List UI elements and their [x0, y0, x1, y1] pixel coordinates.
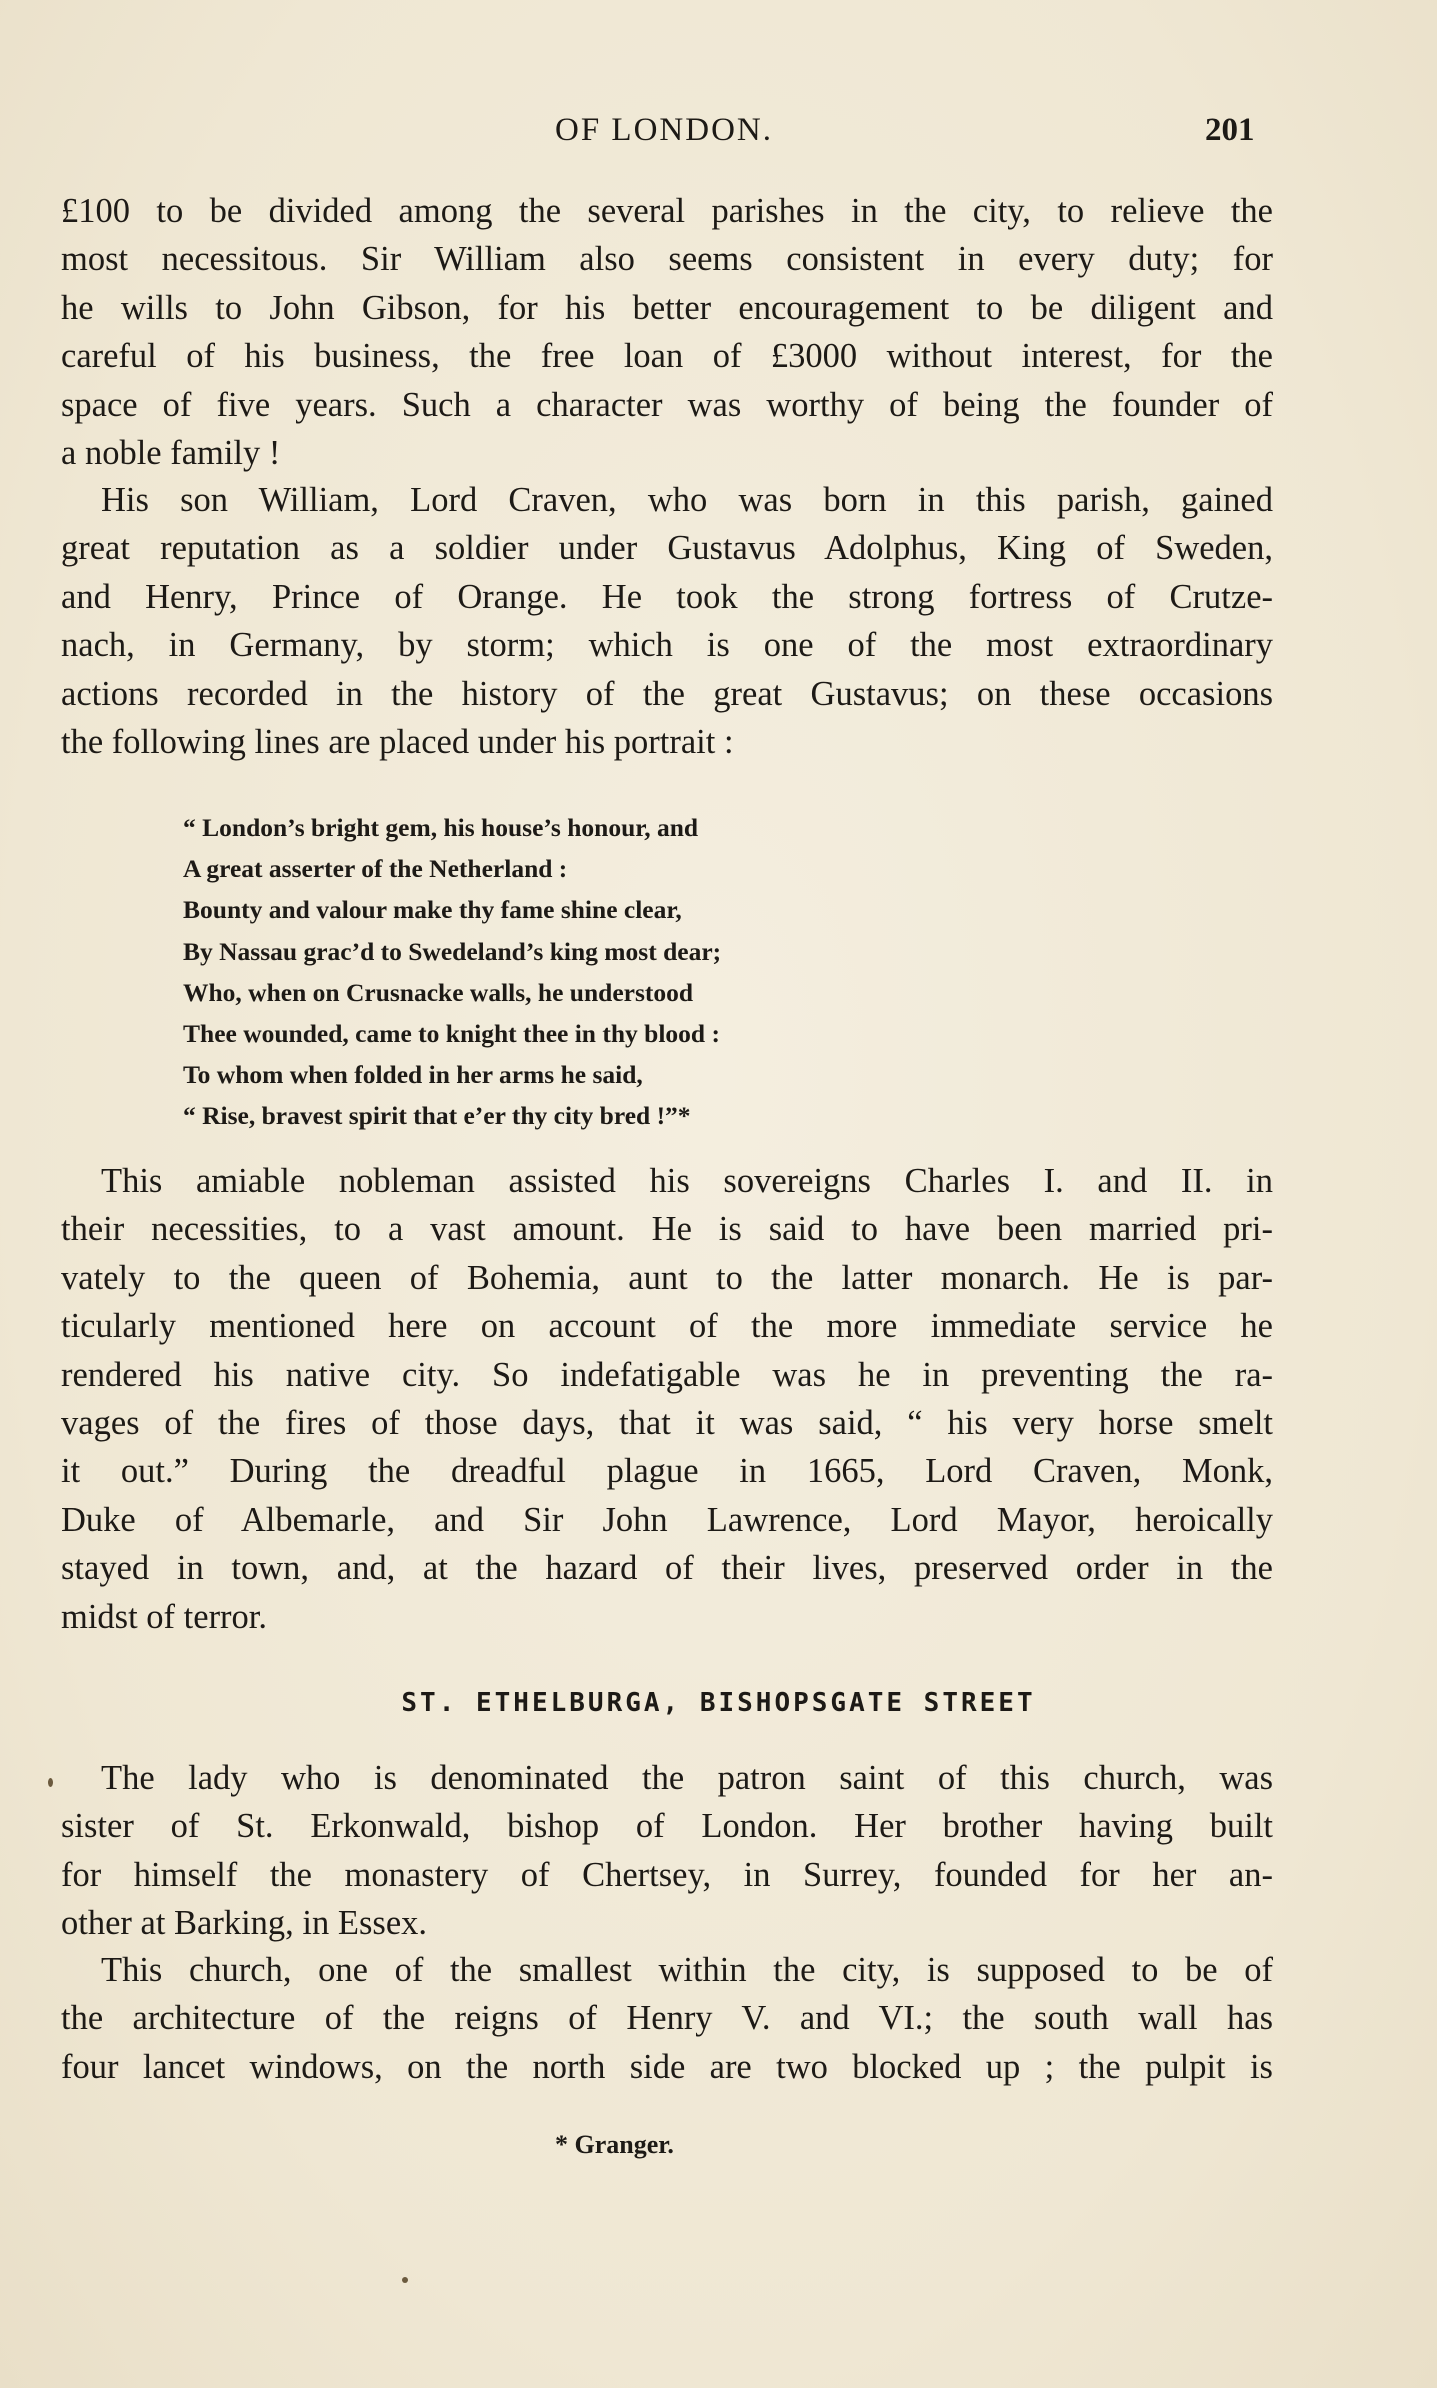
text-line: four lancet windows, on the north side are two blocked up ; the pulpit is [61, 2047, 1273, 2086]
text-line: ticularly mentioned here on account of the more immediate service he [61, 1307, 1273, 1346]
text-line: a noble family ! [61, 434, 281, 473]
paragraph-4 [61, 1754, 1273, 1948]
verse-line: By Nassau grac’d to Swedeland’s king most dear; [183, 936, 722, 966]
text-line: actions recorded in the history of the great Gustavus; on these occasions [61, 674, 1273, 713]
text-line: sister of St. Erkonwald, bishop of London. Her brother having built [61, 1807, 1273, 1846]
paragraph-5 [61, 1946, 1273, 2091]
text-line: £100 to be divided among the several parishes in the city, to relieve the [61, 192, 1273, 230]
text-line: stayed in town, and, at the hazard of their lives, preserved order in the [61, 1549, 1273, 1588]
section-heading: ST. ETHELBURGA, BISHOPSGATE STREET [401, 1688, 1036, 1718]
text-line: most necessitous. Sir William also seems consistent in every duty; for [61, 240, 1273, 279]
text-line: and Henry, Prince of Orange. He took the strong fortress of Crutze- [61, 577, 1273, 616]
text-line: His son William, Lord Craven, who was born in this parish, gained [101, 481, 1273, 519]
text-line: the architecture of the reigns of Henry V. and VI.; the south wall has [61, 1999, 1273, 2038]
text-line: This amiable nobleman assisted his sovereigns Charles I. and II. in [101, 1162, 1273, 1200]
running-head [0, 112, 1437, 152]
verse-line: Thee wounded, came to knight thee in thy blood : [183, 1019, 720, 1049]
verse-line: “ Rise, bravest spirit that e’er thy city bred !”* [183, 1101, 691, 1131]
text-line: their necessities, to a vast amount. He is said to have been married pri- [61, 1210, 1273, 1249]
text-line: for himself the monastery of Chertsey, in Surrey, founded for her an- [61, 1855, 1273, 1894]
text-line: midst of terror. [61, 1597, 268, 1636]
verse-line: Bounty and valour make thy fame shine clear, [183, 895, 682, 925]
verse-line: Who, when on Crusnacke walls, he understood [183, 977, 694, 1007]
paper-speck [48, 1778, 53, 1787]
verse-line: A great asserter of the Netherland : [183, 854, 568, 884]
text-line: other at Barking, in Essex. [61, 1904, 428, 1943]
footnote: * Granger. [555, 2130, 674, 2159]
running-title: OF LONDON. [555, 112, 773, 148]
text-line: space of five years. Such a character was worthy of being the founder of [61, 385, 1273, 424]
paragraph-3 [61, 1157, 1273, 1641]
verse-quotation [183, 807, 903, 1137]
text-line: careful of his business, the free loan of £3000 without interest, for the [61, 337, 1273, 376]
paper-speck [402, 2277, 408, 2283]
text-line: he wills to John Gibson, for his better encouragement to be diligent and [61, 288, 1273, 327]
text-line: This church, one of the smallest within the city, is supposed to be of [101, 1951, 1273, 1989]
text-line: The lady who is denominated the patron saint of this church, was [101, 1759, 1273, 1797]
text-line: vages of the fires of those days, that it was said, “ his very horse smelt [61, 1404, 1273, 1443]
text-line: nach, in Germany, by storm; which is one of the most extraordinary [61, 626, 1273, 665]
verse-line: “ London’s bright gem, his house’s honour, and [183, 813, 699, 842]
text-line: rendered his native city. So indefatigable was he in preventing the ra- [61, 1355, 1273, 1394]
text-line: vately to the queen of Bohemia, aunt to the latter monarch. He is par- [61, 1258, 1273, 1297]
text-line: it out.” During the dreadful plague in 1665, Lord Craven, Monk, [61, 1452, 1273, 1491]
page-number: 201 [1205, 112, 1255, 148]
text-line: great reputation as a soldier under Gustavus Adolphus, King of Sweden, [61, 529, 1273, 568]
text-line: the following lines are placed under his portrait : [61, 723, 734, 762]
paragraph-2 [61, 476, 1273, 766]
text-line: Duke of Albemarle, and Sir John Lawrence, Lord Mayor, heroically [61, 1500, 1273, 1539]
verse-line: To whom when folded in her arms he said, [183, 1060, 643, 1090]
paragraph-1 [61, 187, 1273, 477]
